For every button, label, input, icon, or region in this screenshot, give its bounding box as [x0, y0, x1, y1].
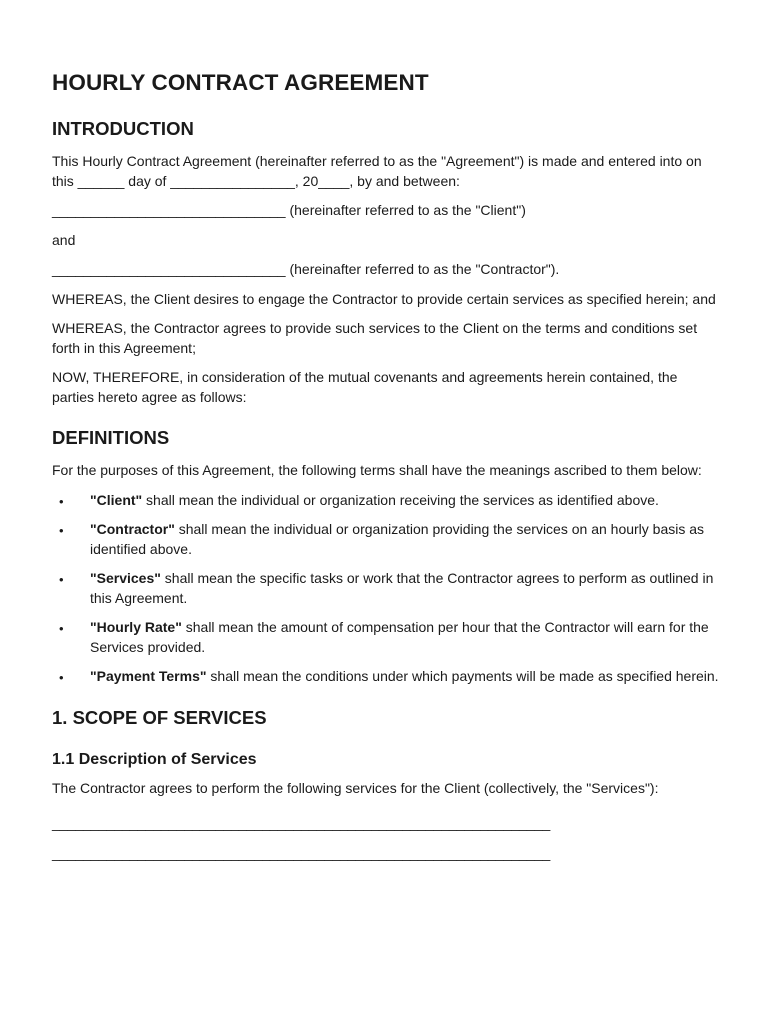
definition-text: shall mean the conditions under which payments will be made as specified herein.	[206, 668, 719, 684]
definitions-intro: For the purposes of this Agreement, the following terms shall have the meanings ascribed to them below:	[52, 462, 702, 478]
list-item	[52, 618, 722, 657]
bullet-icon: •	[59, 523, 64, 538]
definition-term: "Hourly Rate"	[90, 619, 182, 635]
document-body	[52, 70, 722, 873]
client-line: ______________________________ (hereinafter referred to as the "Client")	[52, 202, 526, 218]
scope-heading: 1. SCOPE OF SERVICES	[52, 706, 267, 728]
bullet-icon: •	[59, 572, 64, 587]
list-item	[52, 569, 722, 608]
definitions-list	[52, 491, 722, 687]
list-item	[52, 491, 722, 511]
definition-text: shall mean the specific tasks or work that the Contractor agrees to perform as outlined in this Agreement.	[90, 570, 714, 606]
intro-paragraph: This Hourly Contract Agreement (hereinafter referred to as the "Agreement") is made and entered into on this ______ day of ________________, 20____, by and between:	[52, 153, 702, 189]
and-text: and	[52, 231, 76, 248]
definition-text: shall mean the amount of compensation per hour that the Contractor will earn for the Services provided.	[90, 619, 709, 655]
whereas-client-paragraph: WHEREAS, the Client desires to engage the Contractor to provide certain services as specified herein; and	[52, 290, 716, 307]
bullet-icon: •	[59, 621, 64, 636]
services-blank-line: ________________________________________________________________	[52, 844, 551, 861]
definition-term: "Contractor"	[90, 521, 175, 537]
document-title: HOURLY CONTRACT AGREEMENT	[52, 70, 429, 95]
definitions-heading: DEFINITIONS	[52, 427, 170, 448]
definition-text: shall mean the individual or organization providing the services on an hourly basis as identified above.	[90, 521, 705, 557]
definition-term: "Payment Terms"	[90, 668, 207, 684]
definition-term: "Client"	[90, 491, 143, 508]
now-therefore-paragraph: NOW, THEREFORE, in consideration of the mutual covenants and agreements herein contained, the parties hereto agree as follows:	[52, 369, 678, 405]
services-blank-line: ________________________________________________________________	[52, 815, 551, 831]
definition-text: shall mean the individual or organization receiving the services as identified above.	[142, 491, 659, 508]
description-subheading: 1.1 Description of Services	[52, 750, 257, 768]
list-item	[52, 520, 722, 559]
bullet-icon: •	[59, 493, 64, 509]
list-item	[52, 667, 722, 687]
contractor-line: ______________________________ (hereinafter referred to as the "Contractor").	[52, 261, 560, 277]
services-intro: The Contractor agrees to perform the following services for the Client (collectively, the "Services"):	[52, 779, 659, 796]
bullet-icon: •	[59, 670, 64, 685]
introduction-heading: INTRODUCTION	[52, 118, 194, 139]
whereas-contractor-paragraph: WHEREAS, the Contractor agrees to provide such services to the Client on the terms and conditions set forth in this Agreement;	[52, 320, 698, 356]
definition-term: "Services"	[90, 570, 161, 586]
